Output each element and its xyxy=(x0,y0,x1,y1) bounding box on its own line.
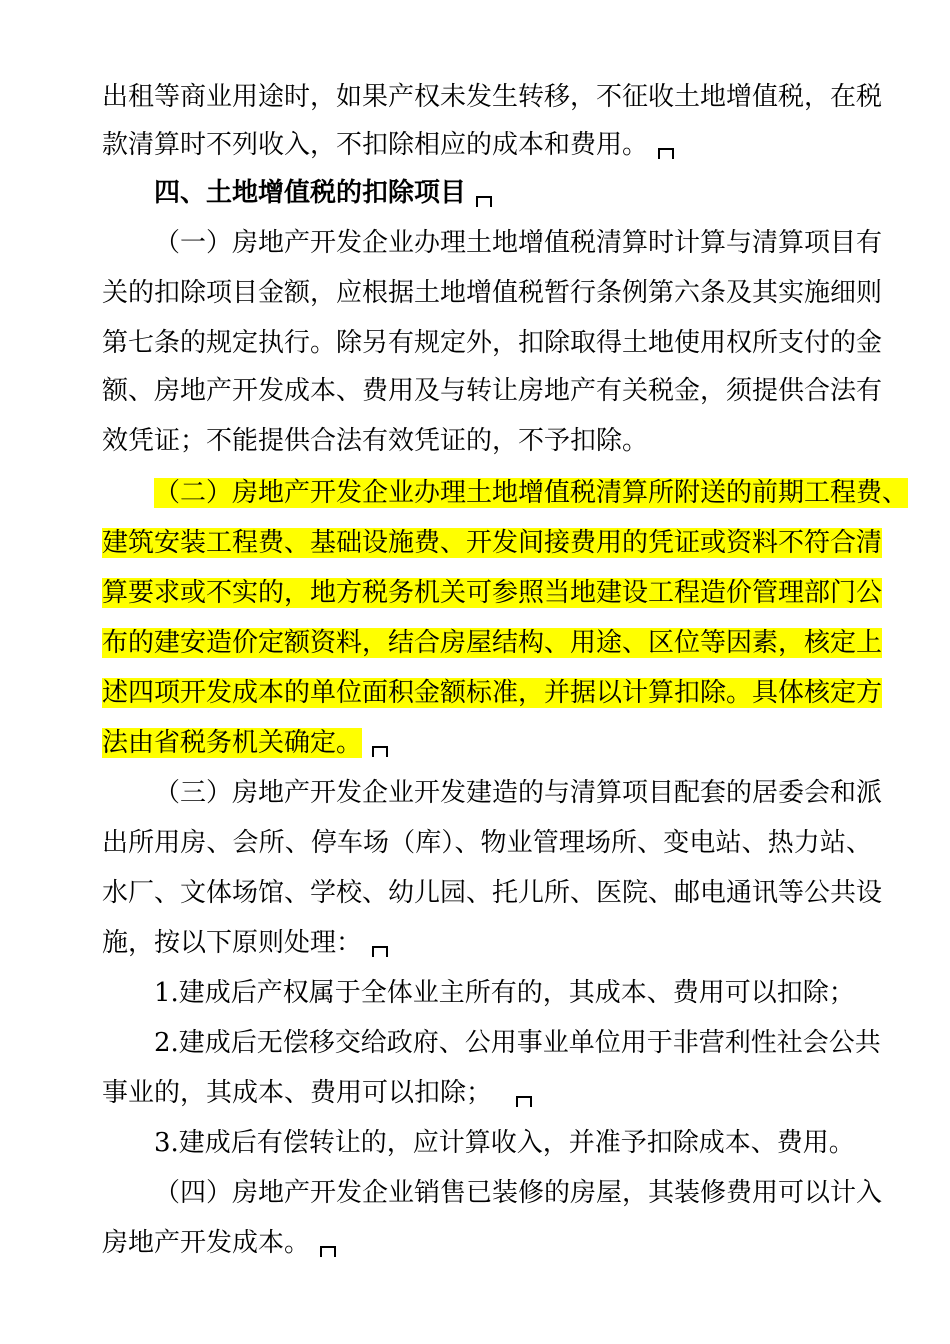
paragraph-mark-icon xyxy=(476,196,492,207)
text-line: 水厂、文体场馆、学校、幼儿园、托儿所、医院、邮电通讯等公共设 xyxy=(102,878,883,908)
text-line: （四）房地产开发企业销售已装修的房屋，其装修费用可以计入 xyxy=(154,1178,883,1208)
paragraph-mark-icon xyxy=(658,148,674,159)
text-line: （三）房地产开发企业开发建造的与清算项目配套的居委会和派 xyxy=(154,778,883,808)
paragraph-mark-icon xyxy=(372,946,388,957)
text-line: 额、房地产开发成本、费用及与转让房地产有关税金，须提供合法有 xyxy=(102,376,883,406)
text-line: 出所用房、会所、停车场（库）、物业管理场所、变电站、热力站、 xyxy=(102,828,872,858)
text-line: 效凭证；不能提供合法有效凭证的，不予扣除。 xyxy=(102,426,649,456)
paragraph-mark-icon xyxy=(372,746,388,757)
highlighted-text-line: 算要求或不实的，地方税务机关可参照当地建设工程造价管理部门公 xyxy=(102,578,883,608)
highlighted-text-line: 布的建安造价定额资料，结合房屋结构、用途、区位等因素，核定上 xyxy=(102,628,883,658)
text-line: 出租等商业用途时，如果产权未发生转移，不征收土地增值税，在税 xyxy=(102,82,883,112)
text-line: （一）房地产开发企业办理土地增值税清算时计算与清算项目有 xyxy=(154,228,883,258)
paragraph-mark-icon xyxy=(320,1246,336,1257)
highlighted-text-line: （二）房地产开发企业办理土地增值税清算所附送的前期工程费、 xyxy=(154,478,909,508)
highlighted-text-line: 法由省税务机关确定。 xyxy=(102,726,872,760)
text-line: 关的扣除项目金额，应根据土地增值税暂行条例第六条及其实施细则 xyxy=(102,278,883,308)
highlighted-text-line: 建筑安装工程费、基础设施费、开发间接费用的凭证或资料不符合清 xyxy=(102,528,883,558)
paragraph-mark-icon xyxy=(516,1096,532,1107)
list-item: 2.建成后无偿移交给政府、公用事业单位用于非营利性社会公共 xyxy=(154,1028,881,1058)
text-line: 施，按以下原则处理： xyxy=(102,926,872,960)
text-line: 事业的，其成本、费用可以扣除； xyxy=(102,1076,872,1110)
section-heading: 四、土地增值税的扣除项目 xyxy=(154,176,872,210)
text-line: 第七条的规定执行。除另有规定外，扣除取得土地使用权所支付的金 xyxy=(102,328,883,358)
list-item: 3.建成后有偿转让的，应计算收入，并准予扣除成本、费用。 xyxy=(154,1128,855,1158)
text-line: 房地产开发成本。 xyxy=(102,1226,872,1260)
list-item: 1.建成后产权属于全体业主所有的，其成本、费用可以扣除； xyxy=(154,978,855,1008)
highlighted-text-line: 述四项开发成本的单位面积金额标准，并据以计算扣除。具体核定方 xyxy=(102,678,883,708)
text-line: 款清算时不列收入，不扣除相应的成本和费用。 xyxy=(102,128,872,162)
